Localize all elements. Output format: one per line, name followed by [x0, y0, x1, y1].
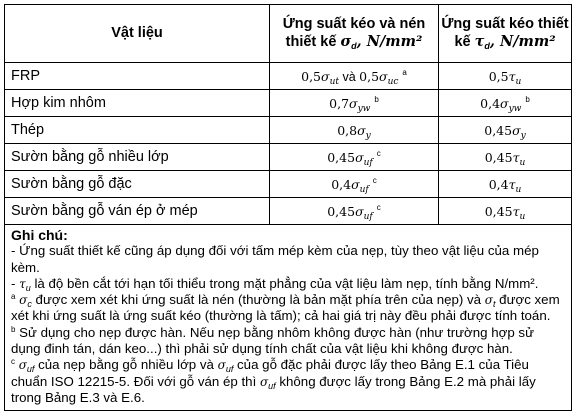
material-cell: Thép	[5, 117, 270, 144]
notes-cell	[5, 225, 572, 411]
shear-cell: $0,5\tau_u$	[439, 63, 572, 90]
table-row	[5, 90, 572, 117]
note-line-1: - Ứng suất thiết kế cũng áp dụng đối với tấm mép kèm của nẹp, tùy theo vật liệu của mép kèm.	[11, 243, 539, 275]
footnote-mark: b	[525, 95, 530, 104]
tension-cell: $0,7\sigma_{yw}^b$	[270, 90, 439, 117]
table-header-row	[5, 5, 572, 63]
table-row	[5, 171, 572, 198]
table-row	[5, 144, 572, 171]
footnote-mark: a	[402, 68, 407, 77]
table-row	[5, 198, 572, 225]
header-tension-unit: , N/mm²	[356, 33, 423, 50]
header-shear-sub: d	[484, 41, 490, 51]
table-row	[5, 117, 572, 144]
material-cell: Sườn bằng gỗ đặc	[5, 171, 270, 198]
tension-cell: $0,45\sigma_{uf}^c$	[270, 198, 439, 225]
footnote-mark: b	[374, 95, 379, 104]
header-tension-symbol: σ	[340, 33, 352, 50]
note-line-2: - $\tau_u$ là độ bền cắt tới hạn tối thiểu trong mặt phẳng của vật liệu làm nẹp, tính bằng N/mm².	[11, 275, 539, 293]
header-tension-label: Ứng suất kéo và nén thiết kế	[282, 16, 426, 50]
note-line-c: $^c$ $\sigma_{uf}$ của nẹp bằng gỗ nhiều lớp và $\sigma_{uf}$ của gỗ đặc phải được lấy theo Bảng E.1 của Tiêu chuẩn ISO 12215-5. Đối với gỗ ván ép thì $\sigma_{uf}$ không được lấy trong Bảng E.2 mà phải lấy trong Bảng E.3 và E.6.	[11, 357, 536, 405]
table-row	[5, 63, 572, 90]
header-shear-unit: , N/mm²	[489, 33, 556, 50]
header-tension-compression	[270, 5, 439, 63]
footnote-mark: c	[372, 176, 377, 185]
tension-cell: $0,5\sigma_{ut}$ và $0,5\sigma_{uc}^a$	[270, 63, 439, 90]
shear-cell: $0,45\tau_u$	[439, 144, 572, 171]
header-shear-symbol: τ	[474, 33, 485, 50]
tension-cell: $0,8\sigma_y$	[270, 117, 439, 144]
footnote-mark: c	[376, 149, 381, 158]
notes-title: Ghi chú:	[11, 227, 68, 243]
material-cell: Sườn bằng gỗ ván ép ở mép	[5, 198, 270, 225]
header-shear-label: Ứng suất kéo thiết kế	[441, 16, 569, 50]
tension-cell: $0,4\sigma_{uf}^c$	[270, 171, 439, 198]
shear-cell: $0,45\tau_u$	[439, 198, 572, 225]
note-line-b: $^b$ Sử dụng cho nẹp được hàn. Nếu nẹp bằng nhôm không được hàn (như trường hợp sử dụng đinh tán, dán keo...) thì phải sử dụng tính chất của vật liệu khi không được hàn.	[11, 324, 534, 357]
footnote-mark: c	[376, 203, 381, 212]
material-cell: FRP	[5, 63, 270, 90]
header-tension-sub: d	[351, 41, 357, 51]
design-stress-table-block	[4, 4, 571, 411]
note-line-a: $^a$ $\sigma_c$ được xem xét khi ứng suất là nén (thường là bản mặt phía trên của nẹp) và $\sigma_t$ được xem xét khi ứng suất là ứng suất kéo (thường là tấm); cả hai giá trị này đều phải được tính toán.	[11, 292, 560, 324]
header-material: Vật liệu	[5, 5, 270, 63]
shear-cell: $0,4\tau_u$	[439, 171, 572, 198]
header-shear	[439, 5, 572, 63]
material-cell: Sườn bằng gỗ nhiều lớp	[5, 144, 270, 171]
design-stress-table	[4, 4, 572, 411]
notes-row	[5, 225, 572, 411]
shear-cell: $0,45\sigma_y$	[439, 117, 572, 144]
material-cell: Hợp kim nhôm	[5, 90, 270, 117]
shear-cell: $0,4\sigma_{yw}^b$	[439, 90, 572, 117]
tension-cell: $0,45\sigma_{uf}^c$	[270, 144, 439, 171]
